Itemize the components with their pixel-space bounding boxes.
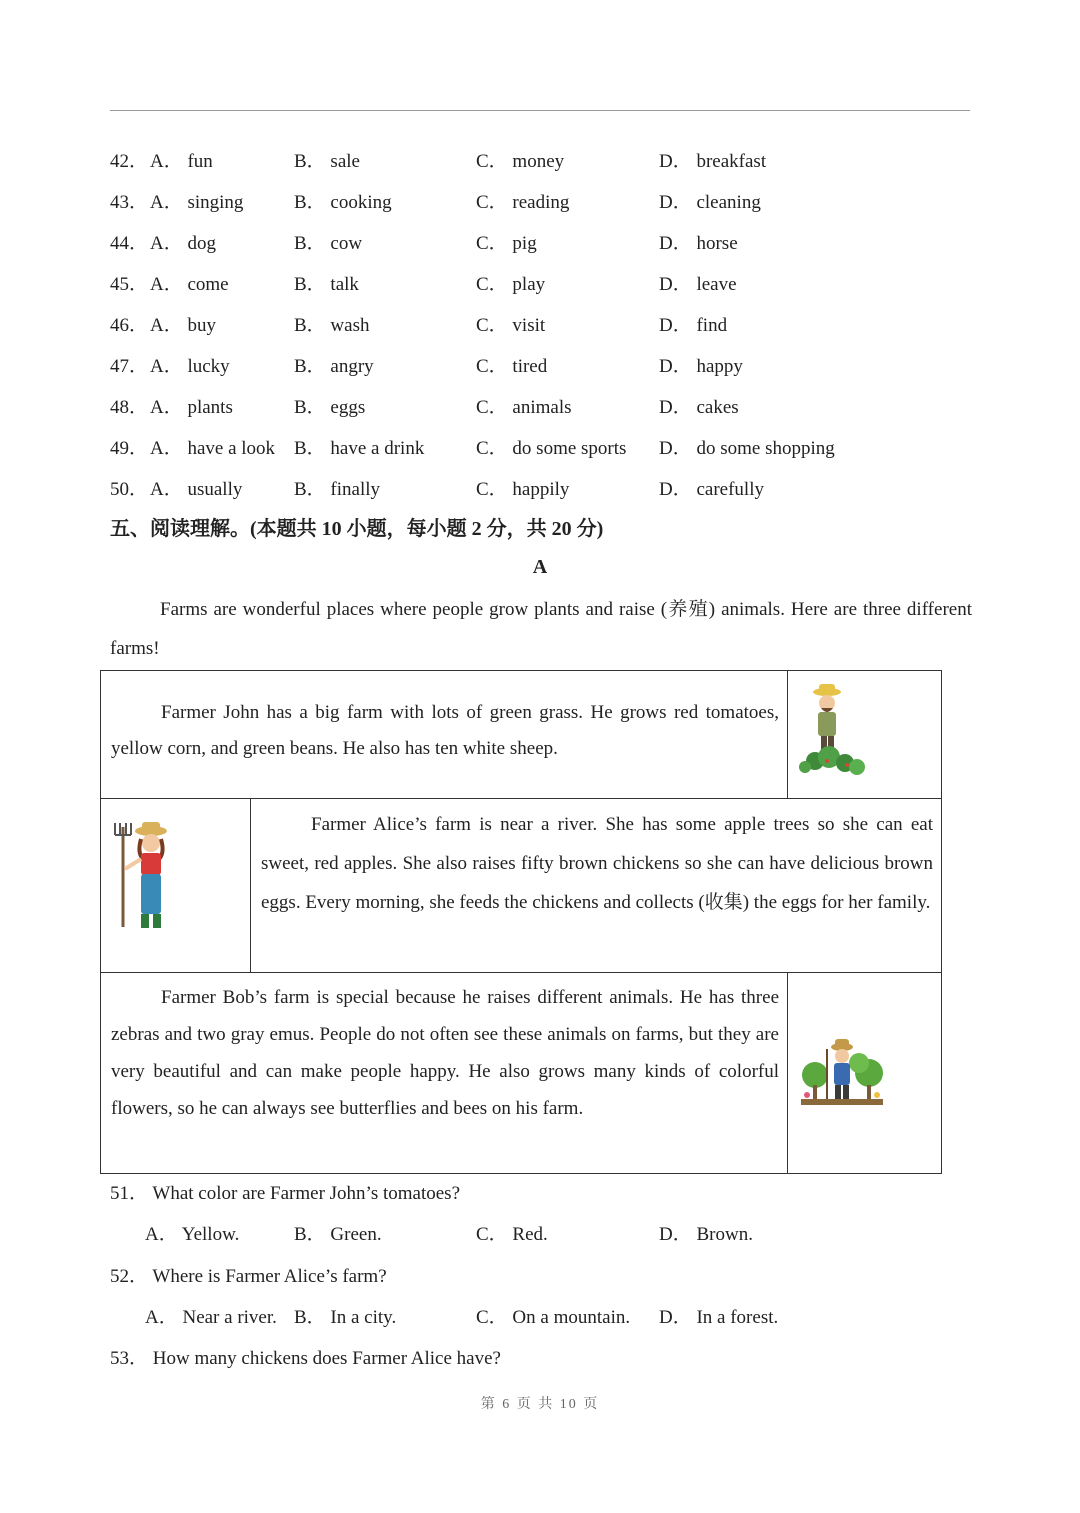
option-c: C． do some sports	[476, 438, 627, 459]
option-d: D． find	[659, 315, 728, 336]
farm-table	[100, 670, 942, 1174]
farm-bob-text: Farmer Bob’s farm is special because he raises different animals. He has three zebras and two gray emus. People do not often see these animals on farms, but they are very beautiful and can make people happy. He also grows many kinds of colorful flowers, so he can always see butterflies and bees on his farm.	[111, 987, 779, 1119]
option-c: C． tired	[476, 356, 548, 377]
farmer-woman-icon	[111, 819, 181, 945]
option-d: D． cakes	[659, 397, 739, 418]
option-a: A． plants	[150, 397, 233, 418]
question-number: 44．	[110, 233, 149, 254]
option-b: B． talk	[294, 274, 359, 295]
answer-a: A． Yellow.	[145, 1224, 240, 1245]
option-a: A． have a look	[150, 438, 276, 459]
option-b: B． have a drink	[294, 438, 425, 459]
table-divider	[250, 799, 251, 972]
option-row-48	[110, 392, 970, 418]
farm-row-bob	[101, 973, 941, 1173]
option-d: D． breakfast	[659, 151, 767, 172]
table-divider	[787, 973, 788, 1173]
option-c: C． money	[476, 151, 565, 172]
section-heading: 五、阅读理解。(本题共 10 小题，每小题 2 分，共 20 分)	[110, 518, 604, 540]
question-number: 50．	[110, 479, 149, 500]
option-a: A． dog	[150, 233, 216, 254]
question-52: 52． Where is Farmer Alice’s farm?	[110, 1266, 387, 1287]
option-b: B． cooking	[294, 192, 392, 213]
question-number: 47．	[110, 356, 149, 377]
option-row-43	[110, 187, 970, 213]
option-b: B． eggs	[294, 397, 366, 418]
option-b: B． wash	[294, 315, 370, 336]
option-c: C． happily	[476, 479, 570, 500]
option-row-42	[110, 146, 970, 172]
option-b: B． sale	[294, 151, 360, 172]
answer-row-52	[110, 1302, 970, 1328]
option-b: B． cow	[294, 233, 363, 254]
option-d: D． leave	[659, 274, 737, 295]
intro-paragraph: Farms are wonderful places where people grow plants and raise (养殖) animals. Here are three different farms!	[110, 599, 972, 659]
farm-alice-text: Farmer Alice’s farm is near a river. She has some apple trees so she can eat sweet, red apples. She also raises fifty brown chickens so she can have delicious brown eggs. Every morning, she feeds the chickens and collects (收集) the eggs for her family.	[261, 814, 933, 913]
option-b: B． angry	[294, 356, 374, 377]
option-a: A． buy	[150, 315, 216, 336]
passage-title: A	[532, 556, 548, 578]
option-c: C． visit	[476, 315, 546, 336]
option-c: C． animals	[476, 397, 572, 418]
option-c: C． pig	[476, 233, 537, 254]
question-number: 46．	[110, 315, 149, 336]
farm-row-alice	[101, 799, 941, 973]
option-a: A． singing	[150, 192, 244, 213]
question-51: 51． What color are Farmer John’s tomatoes?	[110, 1183, 460, 1204]
question-number: 43．	[110, 192, 149, 213]
option-d: D． happy	[659, 356, 743, 377]
answer-d: D． Brown.	[659, 1224, 753, 1245]
answer-a: A． Near a river.	[145, 1307, 277, 1328]
option-d: D． cleaning	[659, 192, 761, 213]
farm-row-john	[101, 671, 941, 799]
option-row-50	[110, 474, 970, 500]
answer-row-51	[110, 1219, 970, 1245]
question-number: 42．	[110, 151, 149, 172]
option-c: C． reading	[476, 192, 570, 213]
option-d: D． carefully	[659, 479, 764, 500]
header-rule	[110, 110, 970, 111]
option-a: A． usually	[150, 479, 243, 500]
farmer-garden-icon	[797, 1029, 887, 1115]
option-row-47	[110, 351, 970, 377]
option-row-49	[110, 433, 970, 459]
question-number: 48．	[110, 397, 149, 418]
option-row-45	[110, 269, 970, 295]
option-a: A． fun	[150, 151, 213, 172]
answer-c: C． Red.	[476, 1224, 548, 1245]
option-b: B． finally	[294, 479, 381, 500]
option-a: A． lucky	[150, 356, 230, 377]
answer-b: B． Green.	[294, 1224, 382, 1245]
option-row-46	[110, 310, 970, 336]
option-c: C． play	[476, 274, 546, 295]
question-53: 53． How many chickens does Farmer Alice have?	[110, 1348, 501, 1369]
option-d: D． horse	[659, 233, 738, 254]
answer-c: C． On a mountain.	[476, 1307, 631, 1328]
farmer-man-icon	[797, 683, 887, 787]
answer-b: B． In a city.	[294, 1307, 397, 1328]
question-number: 49．	[110, 438, 149, 459]
option-a: A． come	[150, 274, 229, 295]
question-number: 45．	[110, 274, 149, 295]
farm-john-text: Farmer John has a big farm with lots of green grass. He grows red tomatoes, yellow corn, and green beans. He also has ten white sheep.	[111, 702, 779, 759]
page-footer: 第 6 页 共 10 页	[480, 1397, 600, 1412]
table-divider	[787, 671, 788, 798]
option-d: D． do some shopping	[659, 438, 835, 459]
option-row-44	[110, 228, 970, 254]
answer-d: D． In a forest.	[659, 1307, 779, 1328]
